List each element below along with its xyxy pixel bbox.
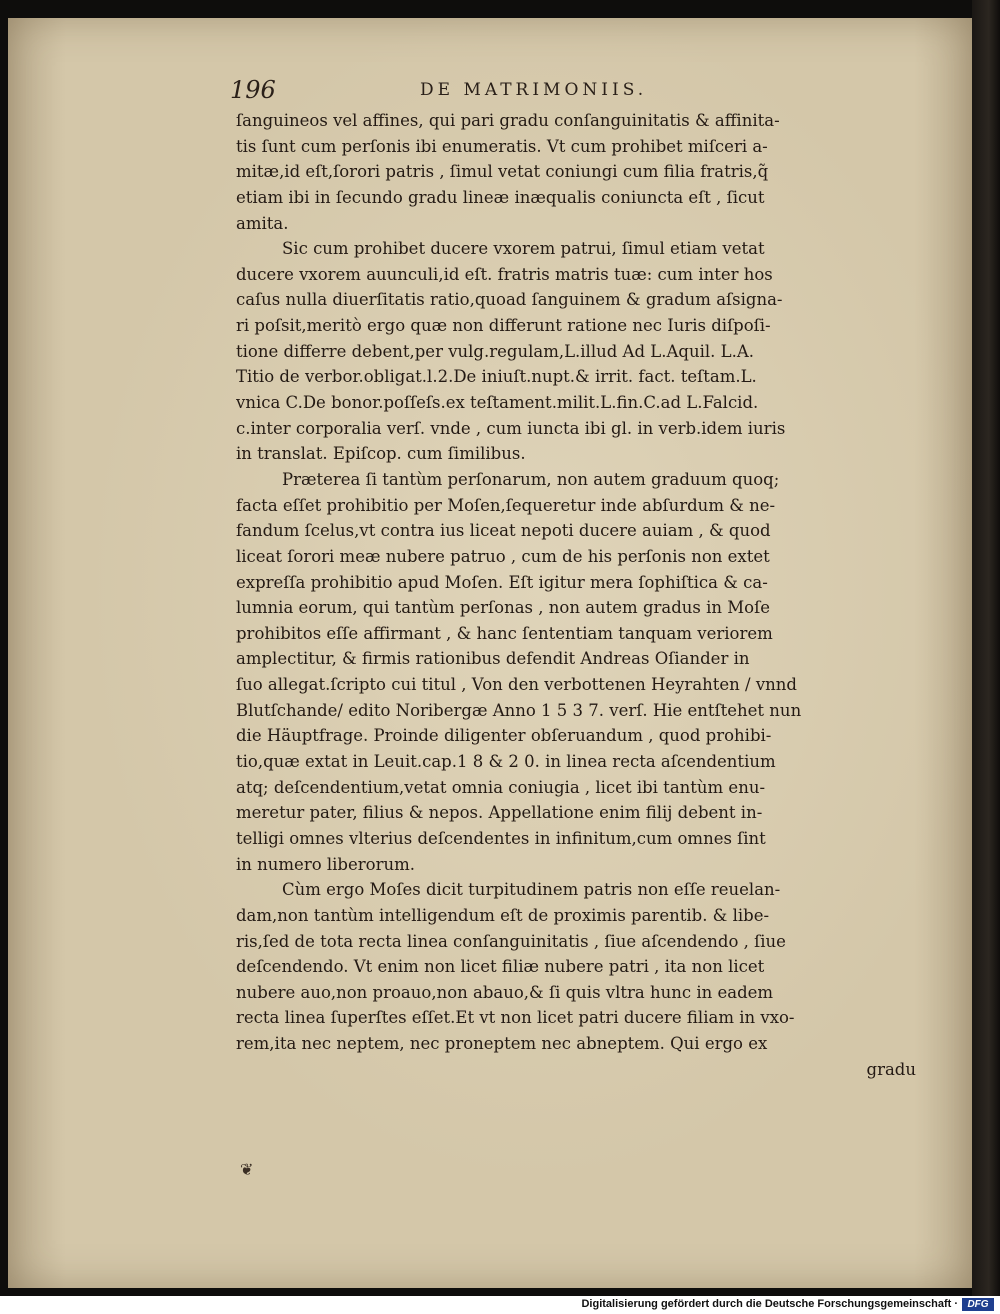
text-line: vnica C.De bonor.poſſeſs.ex teſtament.milit.L.fin.C.ad L.Falcid. [236,393,759,413]
text-line: ducere vxorem auunculi,id eſt. fratris matris tuæ: cum inter hos [236,264,773,284]
footer-bar [0,1296,1000,1314]
text-line: Sic cum prohibet ducere vxorem patrui, ſimul etiam vetat [282,239,765,259]
text-line: nubere auo,non proauo,non abauo,& ſi quis vltra hunc in eadem [236,982,774,1002]
text-line: liceat ſorori meæ nubere patruo , cum de his perſonis non extet [236,546,770,566]
text-line: Præterea ſi tantùm perſonarum, non autem graduum quoq; [282,469,780,489]
text-line: mitæ,id eſt,ſorori patris , ſimul vetat coniungi cum filia fratris,q̃ [236,162,769,182]
text-line: prohibitos eſſe affirmant , & hanc ſententiam tanquam veriorem [236,623,773,643]
text-line: ſanguineos vel affines, qui pari gradu conſanguinitatis & affinita- [236,111,780,130]
text-line: rem,ita nec neptem, nec proneptem nec abneptem. Qui ergo ex [236,1034,768,1054]
text-line: expreſſa prohibitio apud Moſen. Eſt igitur mera ſophiſtica & ca- [236,572,768,592]
funding-credit: Digitalisierung gefördert durch die Deutsche Forschungsgemeinschaft · [581,1298,958,1310]
text-line: amita. [236,213,289,233]
text-line: dam,non tantùm intelligendum eſt de proximis parentib. & libe- [236,905,770,925]
running-head: DE MATRIMONIIS. [420,80,648,100]
text-line: telligi omnes vlterius deſcendentes in infinitum,cum omnes ſint [236,828,766,848]
text-line: recta linea ſuperſtes eſſet.Et vt non licet patri ducere filiam in vxo- [236,1008,795,1028]
text-line: Blutſchande/ edito Noribergæ Anno 1 5 3 7. verſ. Hie entſtehet nun [236,700,802,720]
text-line: tis ſunt cum perſonis ibi enumeratis. Vt cum prohibet miſceri a- [236,136,768,156]
text-line: fandum ſcelus,vt contra ius liceat nepoti ducere auiam , & quod [236,521,771,541]
text-line: amplectitur, & firmis rationibus defendit Andreas Oſiander in [236,649,750,669]
text-line: tione differre debent,per vulg.regulam,L.illud Ad L.Aquil. L.A. [236,341,754,361]
text-line: deſcendendo. Vt enim non licet filiæ nubere patri , ita non licet [236,957,765,977]
text-line: caſus nulla diuerſitatis ratio,quoad ſanguinem & gradum aſsigna- [236,290,783,310]
text-line: meretur pater, filius & nepos. Appellatione enim filij debent in- [236,803,763,823]
printer-ornament-icon: ❦ [240,1160,254,1179]
text-line: lumnia eorum, qui tantùm perſonas , non autem gradus in Moſe [236,598,770,618]
text-line: in translat. Epiſcop. cum ſimilibus. [236,444,526,464]
text-line: c.inter corporalia verſ. vnde , cum iuncta ibi gl. in verb.idem iuris [236,418,786,438]
text-line: Titio de verbor.obligat.l.2.De iniuſt.nupt.& irrit. fact. teſtam.L. [236,367,757,387]
text-line: die Häuptfrage. Proinde diligenter obſeruandum , quod prohibi- [236,726,772,746]
text-line: Cùm ergo Moſes dicit turpitudinem patris non eſſe reuelan- [282,880,781,900]
text-line: tio,quæ extat in Leuit.cap.1 8 & 2 0. in linea recta aſcendentium [236,752,776,772]
text-line: ſuo allegat.ſcripto cui titul , Von den verbottenen Heyrahten / vnnd [236,675,797,695]
text-line: in numero liberorum. [236,854,415,874]
page-number: 196 [230,76,276,104]
page-gutter [972,0,1000,1296]
page-header [230,76,730,106]
text-line: atq; deſcendentium,vetat omnia coniugia , licet ibi tantùm enu- [236,777,766,797]
dfg-logo: DFG [962,1298,994,1311]
text-line: ris,ſed de tota recta linea conſanguinitatis , ſiue aſcendendo , ſiue [236,931,786,951]
text-line: ri poſsit,meritò ergo quæ non differunt ratione nec Iuris diſpoſi- [236,316,771,336]
text-line: etiam ibi in ſecundo gradu lineæ inæqualis coniuncta eſt , ſicut [236,187,765,207]
text-line: facta eſſet prohibitio per Moſen,ſequeretur inde abſurdum & ne- [236,495,776,515]
text-line: gradu [866,1059,916,1079]
body-text [236,108,916,1082]
